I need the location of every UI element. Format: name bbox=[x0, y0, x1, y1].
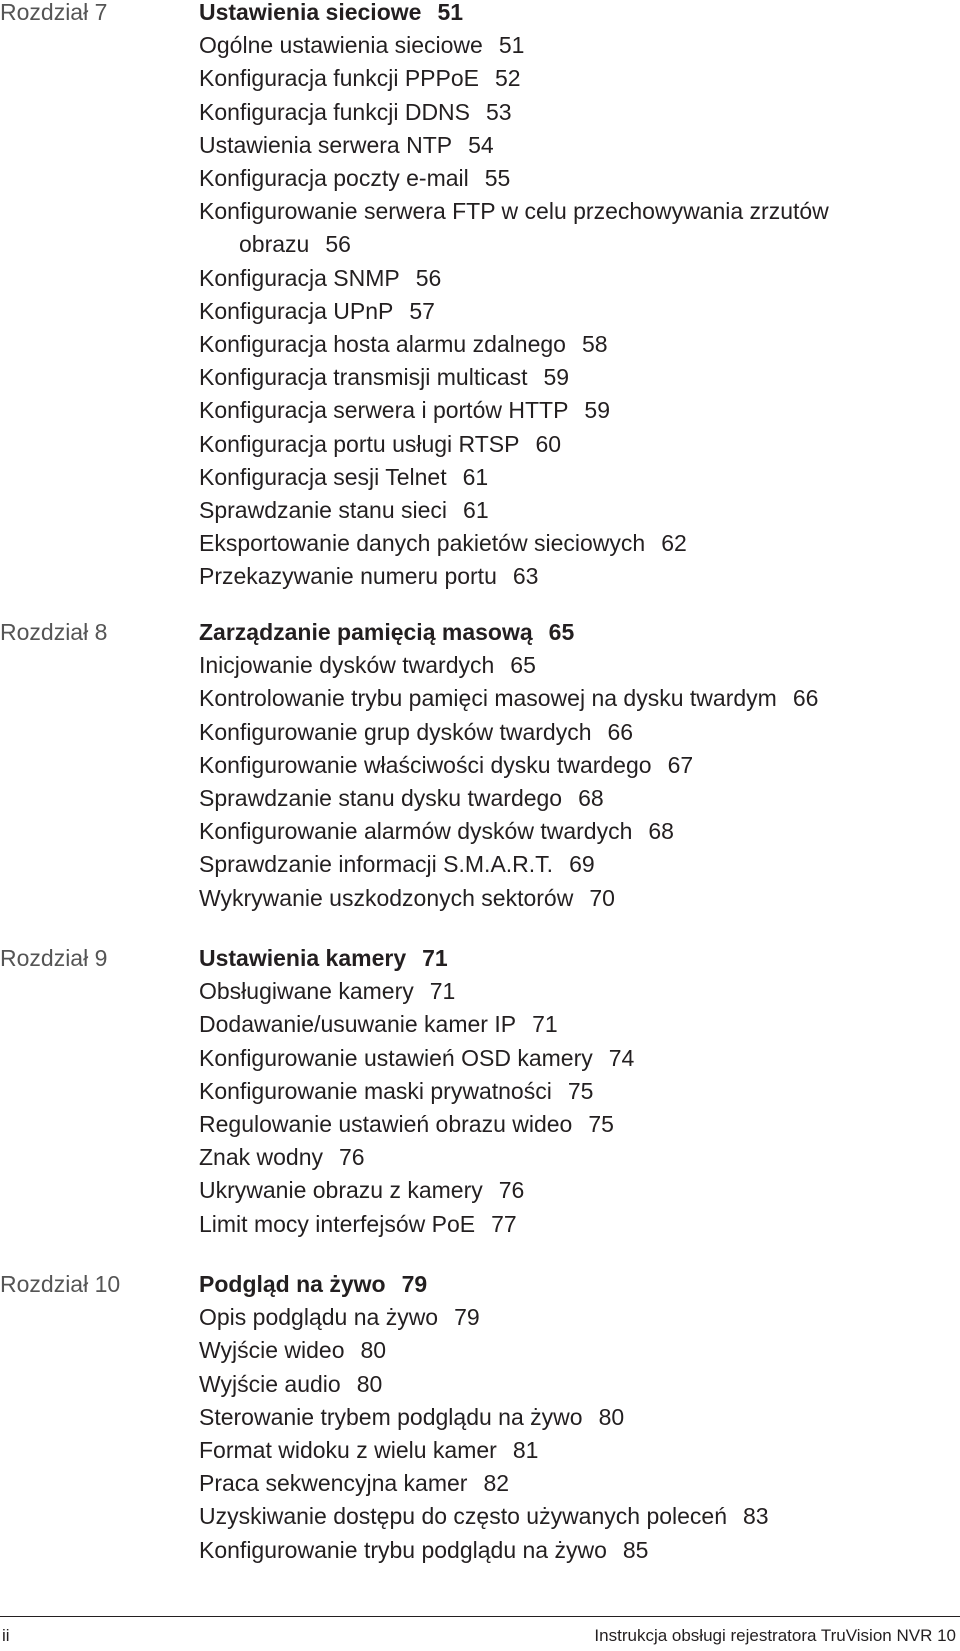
chapter-label: Rozdział 7 bbox=[0, 0, 108, 25]
toc-entry[interactable] bbox=[199, 975, 939, 1008]
toc-entry[interactable] bbox=[199, 749, 939, 782]
entry-title: Obsługiwane kamery bbox=[199, 978, 414, 1005]
toc-entries bbox=[199, 942, 939, 1241]
toc-entry[interactable] bbox=[199, 1174, 939, 1207]
page-number: 69 bbox=[569, 851, 595, 878]
toc-entry[interactable] bbox=[199, 1301, 939, 1334]
chapter-label: Rozdział 10 bbox=[0, 1271, 121, 1297]
entry-title: Ustawienia serwera NTP bbox=[199, 131, 453, 158]
page-number: 63 bbox=[512, 563, 539, 590]
toc-entries bbox=[199, 616, 939, 915]
entry-title: Znak wodny bbox=[199, 1144, 324, 1171]
page-number: 83 bbox=[743, 1503, 769, 1530]
toc-entry[interactable] bbox=[199, 1141, 939, 1174]
footer-document-title: Instrukcja obsługi rejestratora TruVision NVR 10 bbox=[594, 1626, 956, 1645]
page-number: 75 bbox=[588, 1111, 614, 1138]
toc-entries bbox=[199, 1268, 939, 1567]
page-number: 62 bbox=[661, 530, 687, 557]
page-number: 79 bbox=[401, 1271, 428, 1297]
entry-title: Regulowanie ustawień obrazu wideo bbox=[199, 1111, 573, 1138]
toc-entry[interactable] bbox=[199, 649, 939, 682]
page-number: 61 bbox=[462, 463, 489, 490]
page-number: 75 bbox=[567, 1077, 594, 1104]
toc-entry[interactable] bbox=[199, 815, 939, 848]
toc-entries bbox=[199, 0, 939, 594]
entry-title: Zarządzanie pamięcią masową bbox=[199, 619, 533, 645]
page-number: 71 bbox=[422, 945, 448, 971]
toc-entry[interactable] bbox=[199, 682, 939, 715]
entry-title: Ustawienia sieciowe bbox=[199, 0, 422, 25]
page-number: 77 bbox=[491, 1210, 517, 1237]
toc-entry[interactable] bbox=[199, 494, 939, 527]
chapter-heading[interactable] bbox=[199, 0, 939, 29]
page-number: 68 bbox=[648, 818, 674, 845]
page-number: 52 bbox=[495, 65, 521, 92]
entry-title: Konfiguracja transmisji multicast bbox=[199, 364, 528, 391]
toc-entry[interactable] bbox=[199, 1008, 939, 1041]
page-number: 70 bbox=[589, 884, 615, 911]
footer-page-number: ii bbox=[2, 1626, 10, 1645]
entry-title-continuation: obrazu bbox=[239, 231, 310, 258]
page-number: 55 bbox=[484, 165, 511, 192]
entry-title: Ustawienia kamery bbox=[199, 945, 407, 971]
toc-entry[interactable] bbox=[199, 1334, 939, 1367]
entry-title: Konfigurowanie ustawień OSD kamery bbox=[199, 1044, 593, 1071]
page-number: 85 bbox=[622, 1536, 649, 1563]
entry-title: Konfiguracja UPnP bbox=[199, 297, 394, 324]
toc-entry[interactable] bbox=[199, 295, 939, 328]
chapter-heading[interactable] bbox=[199, 1268, 939, 1301]
toc-entry[interactable] bbox=[199, 1108, 939, 1141]
footer-divider bbox=[0, 1616, 960, 1617]
toc-entry[interactable] bbox=[199, 394, 939, 427]
toc-entry[interactable] bbox=[199, 162, 939, 195]
toc-entry[interactable] bbox=[199, 1467, 939, 1500]
entry-title: Konfiguracja portu usługi RTSP bbox=[199, 430, 520, 457]
toc-entry[interactable] bbox=[199, 716, 939, 749]
toc-entry[interactable] bbox=[199, 1401, 939, 1434]
entry-title: Sterowanie trybem podglądu na żywo bbox=[199, 1403, 583, 1430]
entry-title: Opis podglądu na żywo bbox=[199, 1304, 439, 1331]
toc-entry[interactable] bbox=[199, 1075, 939, 1108]
page-number: 74 bbox=[608, 1044, 635, 1071]
entry-title: Konfiguracja sesji Telnet bbox=[199, 463, 447, 490]
entry-title: Konfigurowanie serwera FTP w celu przechowywania zrzutów bbox=[199, 198, 829, 225]
page-number: 56 bbox=[415, 264, 442, 291]
chapter-label: Rozdział 9 bbox=[0, 945, 108, 971]
entry-title: Eksportowanie danych pakietów sieciowych bbox=[199, 530, 646, 557]
toc-entry[interactable] bbox=[199, 882, 939, 915]
entry-title: Wyjście wideo bbox=[199, 1337, 345, 1364]
page-number: 81 bbox=[512, 1437, 539, 1464]
toc-entry[interactable] bbox=[199, 195, 939, 228]
entry-title: Format widoku z wielu kamer bbox=[199, 1437, 497, 1464]
entry-title: Praca sekwencyjna kamer bbox=[199, 1470, 468, 1497]
toc-entry[interactable] bbox=[199, 129, 939, 162]
entry-title: Sprawdzanie stanu dysku twardego bbox=[199, 785, 563, 812]
entry-title: Konfigurowanie właściwości dysku twardego bbox=[199, 751, 652, 778]
toc-entry[interactable] bbox=[199, 1368, 939, 1401]
entry-title: Konfiguracja poczty e-mail bbox=[199, 165, 469, 192]
entry-title: Wykrywanie uszkodzonych sektorów bbox=[199, 884, 574, 911]
entry-title: Konfigurowanie trybu podglądu na żywo bbox=[199, 1536, 607, 1563]
page-number: 65 bbox=[510, 652, 536, 679]
page-number: 80 bbox=[598, 1403, 625, 1430]
entry-title: Uzyskiwanie dostępu do często używanych poleceń bbox=[199, 1503, 728, 1530]
entry-title: Sprawdzanie stanu sieci bbox=[199, 497, 448, 524]
page-number: 60 bbox=[535, 430, 562, 457]
toc-entry[interactable] bbox=[199, 848, 939, 881]
page-number: 66 bbox=[607, 718, 634, 745]
page-number: 53 bbox=[486, 98, 512, 125]
entry-title: Konfiguracja funkcji PPPoE bbox=[199, 65, 479, 92]
toc-entry[interactable] bbox=[199, 262, 939, 295]
page-number: 71 bbox=[532, 1011, 558, 1038]
page-number: 80 bbox=[356, 1370, 383, 1397]
page-number: 61 bbox=[463, 497, 489, 524]
page-number: 76 bbox=[339, 1144, 365, 1171]
toc-entry[interactable] bbox=[199, 328, 939, 361]
page-number: 51 bbox=[498, 32, 525, 59]
page-number: 51 bbox=[437, 0, 464, 25]
entry-title: Konfigurowanie grup dysków twardych bbox=[199, 718, 592, 745]
toc-entry[interactable] bbox=[199, 29, 939, 62]
toc-entry[interactable] bbox=[199, 560, 939, 593]
toc-entry[interactable] bbox=[199, 1208, 939, 1241]
toc-entry[interactable] bbox=[199, 1042, 939, 1075]
page-number: 76 bbox=[498, 1177, 525, 1204]
page-number: 59 bbox=[543, 364, 570, 391]
page-number: 71 bbox=[429, 978, 456, 1005]
chapter-label: Rozdział 8 bbox=[0, 619, 108, 645]
entry-title: Kontrolowanie trybu pamięci masowej na dysku twardym bbox=[199, 685, 777, 712]
entry-title: Konfiguracja funkcji DDNS bbox=[199, 98, 471, 125]
page-number: 80 bbox=[360, 1337, 387, 1364]
toc-entry[interactable] bbox=[199, 361, 939, 394]
toc-entry[interactable] bbox=[199, 62, 939, 95]
entry-title: Ukrywanie obrazu z kamery bbox=[199, 1177, 483, 1204]
page-number: 57 bbox=[409, 297, 435, 324]
toc-entry[interactable] bbox=[199, 1500, 939, 1533]
chapter-heading[interactable] bbox=[199, 942, 939, 975]
entry-title: Konfiguracja serwera i portów HTTP bbox=[199, 397, 569, 424]
toc-entry[interactable] bbox=[199, 782, 939, 815]
page-number: 67 bbox=[667, 751, 694, 778]
page-number: 59 bbox=[584, 397, 611, 424]
entry-title: Konfiguracja hosta alarmu zdalnego bbox=[199, 331, 566, 358]
entry-title: Podgląd na żywo bbox=[199, 1271, 386, 1297]
entry-title: Konfigurowanie alarmów dysków twardych bbox=[199, 818, 633, 845]
page-number: 68 bbox=[578, 785, 604, 812]
entry-title: Sprawdzanie informacji S.M.A.R.T. bbox=[199, 851, 554, 878]
entry-title: Konfigurowanie maski prywatności bbox=[199, 1077, 552, 1104]
toc-entry[interactable] bbox=[199, 1434, 939, 1467]
toc-entry[interactable] bbox=[199, 527, 939, 560]
page-number: 54 bbox=[468, 131, 494, 158]
toc-entry-continuation[interactable] bbox=[199, 228, 939, 261]
entry-title: Dodawanie/usuwanie kamer IP bbox=[199, 1011, 517, 1038]
page-number: 58 bbox=[581, 331, 608, 358]
entry-title: Wyjście audio bbox=[199, 1370, 341, 1397]
page-number: 66 bbox=[792, 685, 819, 712]
page-number: 56 bbox=[325, 231, 351, 258]
entry-title: Ogólne ustawienia sieciowe bbox=[199, 32, 483, 59]
entry-title: Konfiguracja SNMP bbox=[199, 264, 400, 291]
entry-title: Limit mocy interfejsów PoE bbox=[199, 1210, 476, 1237]
chapter-heading[interactable] bbox=[199, 616, 939, 649]
page-number: 82 bbox=[483, 1470, 510, 1497]
page-number: 65 bbox=[548, 619, 575, 645]
toc-entry[interactable] bbox=[199, 461, 939, 494]
toc-entry[interactable] bbox=[199, 96, 939, 129]
toc-entry[interactable] bbox=[199, 428, 939, 461]
entry-title: Przekazywanie numeru portu bbox=[199, 563, 497, 590]
page-number: 79 bbox=[454, 1304, 480, 1331]
entry-title: Inicjowanie dysków twardych bbox=[199, 652, 495, 679]
toc-entry[interactable] bbox=[199, 1534, 939, 1567]
